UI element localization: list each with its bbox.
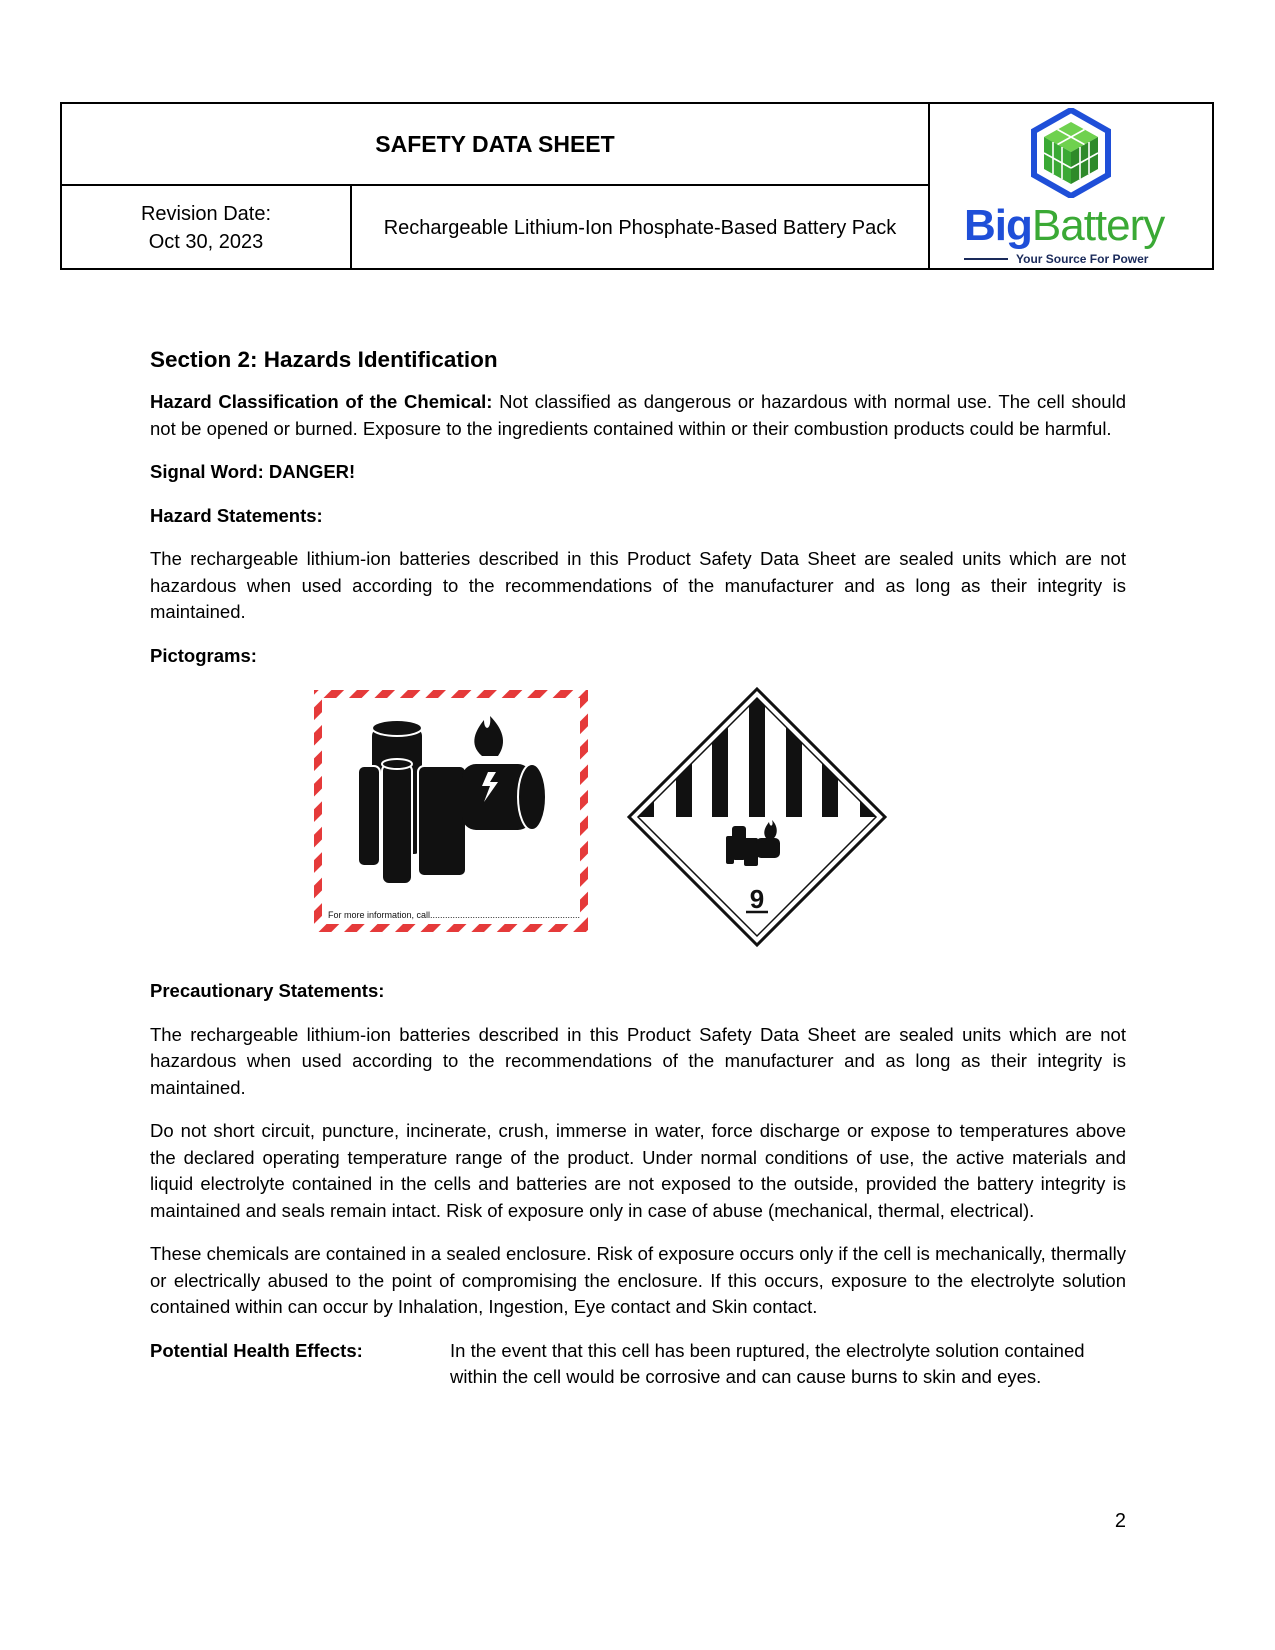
pictograms — [150, 686, 1126, 948]
revision-label: Revision Date: — [140, 203, 272, 225]
revision-cell — [62, 186, 350, 270]
logo-wordmark: BigBattery — [964, 201, 1165, 250]
lithium-battery-fire-icon — [310, 686, 592, 936]
section-title: Section 2: Hazards Identification — [150, 347, 498, 372]
section-content — [150, 345, 1126, 1391]
label-footer-text: For more information, call............................................................ — [328, 910, 581, 920]
potential-health-effects — [150, 1338, 1126, 1391]
hazard-statements-label: Hazard Statements: — [150, 504, 323, 526]
hazard-classification: Hazard Classification of the Chemical: Not classified as dangerous or hazardous with normal use. The cell should not be opened or burned. Exposure to the ingredients contained within or their combustion products could be harmful. — [150, 391, 1126, 439]
health-effects-label: Potential Health Effects: — [150, 1339, 363, 1361]
class-9-hazard-diamond-icon — [626, 686, 888, 948]
document-title: SAFETY DATA SHEET — [375, 130, 615, 157]
precautionary-paragraph: Do not short circuit, puncture, incinerate, crush, immerse in water, force discharge or expose to temperatures above the declared operating temperature range of the product. Under normal conditions of use, the active materials and liquid electrolyte contained in the cells and batteries are not exposed to the outside, provided the battery integrity is maintained and seals remain intact. Risk of exposure only in case of abuse (mechanical, thermal, electrical). — [150, 1120, 1126, 1221]
battery-cube-icon — [1030, 108, 1112, 198]
health-effects-text: In the event that this cell has been ruptured, the electrolyte solution contained within the cell would be corrosive and can cause burns to skin and eyes. — [450, 1339, 1085, 1387]
document-header — [60, 102, 1214, 270]
class-number: 9 — [749, 884, 765, 914]
logo-tagline: Your Source For Power — [964, 252, 1194, 266]
page-number: 2 — [1114, 1510, 1126, 1532]
precautionary-paragraph: The rechargeable lithium-ion batteries described in this Product Safety Data Sheet are sealed units which are not hazardous when used according to the recommendations of the manufacturer and as long as their integrity is maintained. — [150, 1023, 1126, 1098]
product-name: Rechargeable Lithium-Ion Phosphate-Based Battery Pack — [383, 216, 897, 239]
revision-date: Oct 30, 2023 — [148, 231, 264, 253]
pictograms-label: Pictograms: — [150, 644, 257, 666]
hazard-statements-text: The rechargeable lithium-ion batteries described in this Product Safety Data Sheet are sealed units which are not hazardous when used according to the recommendations of the manufacturer and as long as their integrity is maintained. — [150, 548, 1126, 622]
company-logo — [930, 104, 1214, 270]
signal-word: Signal Word: DANGER! — [150, 461, 356, 482]
precautionary-paragraph: These chemicals are contained in a sealed enclosure. Risk of exposure occurs only if the cell is mechanically, thermally or electrically abused to the point of compromising the enclosure. If this occurs, exposure to the electrolyte solution contained within can occur by Inhalation, Ingestion, Eye contact and Skin contact. — [150, 1243, 1126, 1317]
precautionary-label: Precautionary Statements: — [150, 980, 385, 1001]
